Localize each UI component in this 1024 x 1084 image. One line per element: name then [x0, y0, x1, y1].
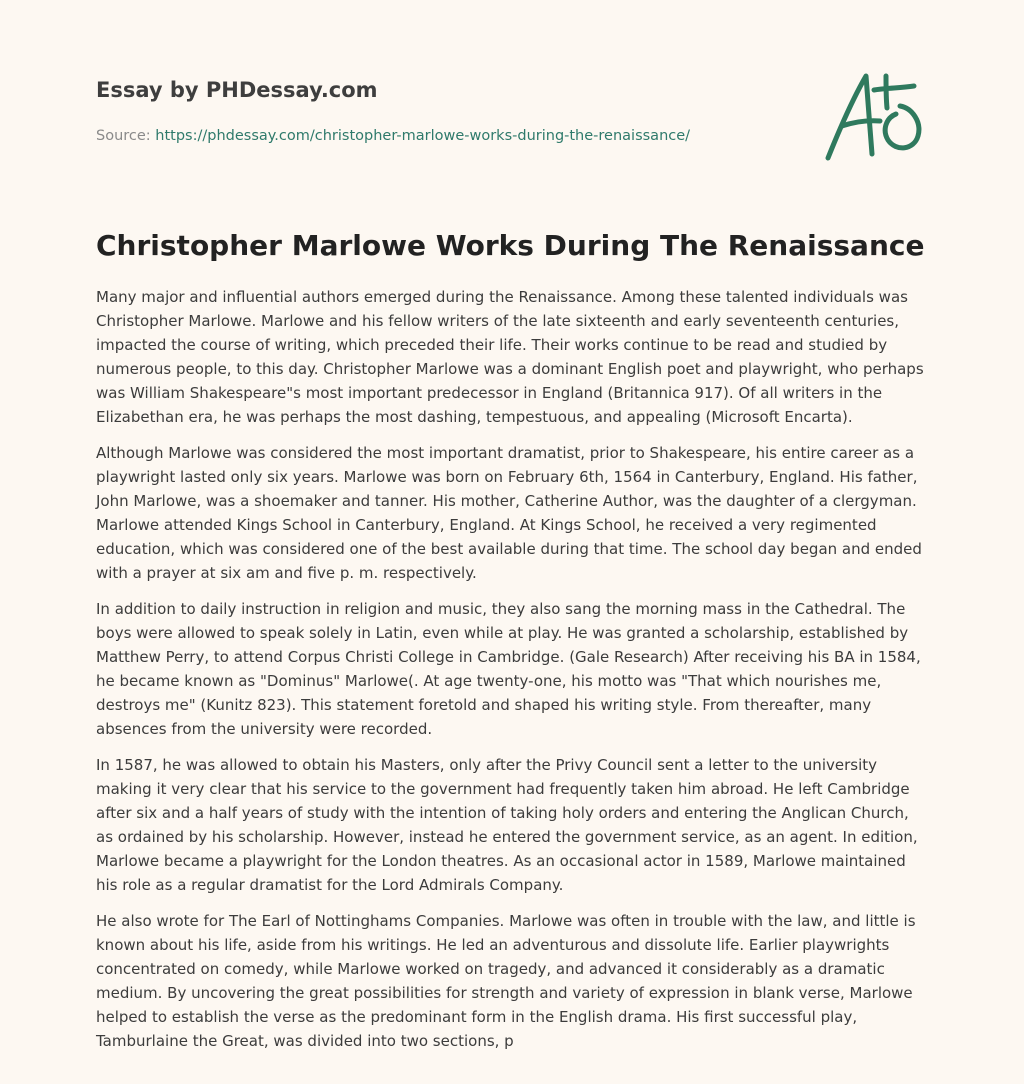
header — [96, 76, 796, 146]
paragraph: He also wrote for The Earl of Nottinghams Companies. Marlowe was often in trouble with the law, and little is known about his life, aside from his writings. He led an adventurous and dissolute life. Earlier playwrights concentrated on comedy, while Marlowe worked on tragedy, and advanced it considerably as a dramatic medium. By uncovering the great possibilities for strength and variety of expression in blank verse, Marlowe helped to establish the verse as the predominant form in the English drama. His first successful play, Tamburlaine the Great, was divided into two sections, p — [96, 912, 916, 1050]
article-title: Christopher Marlowe Works During The Renaissance — [96, 229, 925, 262]
paragraph: In addition to daily instruction in religion and music, they also sang the morning mass in the Cathedral. The boys were allowed to speak solely in Latin, even while at play. He was granted a scholarship, established by Matthew Perry, to attend Corpus Christi College in Cambridge. (Gale Research) After receiving his BA in 1584, he became known as "Dominus" Marlowe(. At age twenty-one, his motto was "That which nourishes me, destroys me" (Kunitz 823). This statement foretold and shaped his writing style. From thereafter, many absences from the university were recorded. — [96, 600, 921, 738]
brand-title: Essay by PHDessay.com — [96, 78, 378, 102]
a-plus-logo-icon — [822, 66, 932, 166]
paragraph: Many major and influential authors emerged during the Renaissance. Among these talented individuals was Christopher Marlowe. Marlowe and his fellow writers of the late sixteenth and early seventeenth centuries, impacted the course of writing, which preceded their life. Their works continue to be read and studied by numerous people, to this day. Christopher Marlowe was a dominant English poet and playwright, who perhaps was William Shakespeare"s most important predecessor in England (Britannica 917). Of all writers in the Elizabethan era, he was perhaps the most dashing, tempestuous, and appealing (Microsoft Encarta). — [96, 288, 924, 426]
paragraph: In 1587, he was allowed to obtain his Masters, only after the Privy Council sent a letter to the university making it very clear that his service to the government had frequently taken him abroad. He left Cambridge after six and a half years of study with the intention of taking holy orders and entering the Anglican Church, as ordained by his scholarship. However, instead he entered the government service, as an agent. In edition, Marlowe became a playwright for the London theatres. As an occasional actor in 1589, Marlowe maintained his role as a regular dramatist for the Lord Admirals Company. — [96, 756, 918, 894]
source-line — [96, 126, 796, 146]
source-label: Source: — [96, 128, 156, 144]
paragraph: Although Marlowe was considered the most important dramatist, prior to Shakespeare, his entire career as a playwright lasted only six years. Marlowe was born on February 6th, 1564 in Canterbury, England. His father, John Marlowe, was a shoemaker and tanner. His mother, Catherine Author, was the daughter of a clergyman. Marlowe attended Kings School in Canterbury, England. At Kings School, he received a very regimented education, which was considered one of the best available during that time. The school day began and ended with a prayer at six am and five p. m. respectively. — [96, 444, 922, 582]
source-link[interactable]: https://phdessay.com/christopher-marlowe-works-during-the-renaissance/ — [155, 128, 691, 144]
article-body — [96, 285, 930, 1065]
